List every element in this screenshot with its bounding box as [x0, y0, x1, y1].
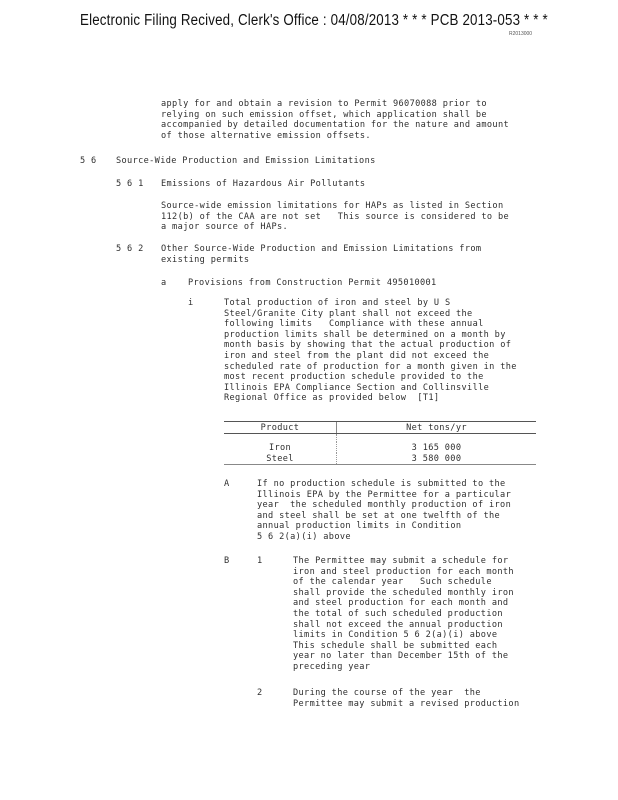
- text-line: following limits Compliance with these annual: [224, 319, 484, 330]
- item-label: i: [188, 298, 194, 308]
- item-label: 2: [257, 688, 263, 698]
- subsection-heading: [161, 244, 481, 265]
- text-line: Other Source-Wide Production and Emission Limitations from: [161, 244, 482, 254]
- table-row: [224, 453, 536, 465]
- filing-stamp-subcode: R2013000: [509, 31, 533, 37]
- item-label: a: [161, 278, 167, 288]
- text-line: of the calendar year Such schedule: [293, 577, 492, 588]
- filing-stamp-header: Electronic Filing Recived, Clerk's Office : 04/08/2013 * * * PCB 2013-053 * * *: [80, 12, 548, 29]
- item-label: B: [224, 556, 230, 566]
- hap-paragraph: [161, 201, 509, 233]
- text-line: Regional Office as provided below [T1]: [224, 393, 440, 404]
- text-line: Steel/Granite City plant shall not exceed the: [224, 308, 473, 319]
- cell-product: Steel: [224, 453, 337, 465]
- text-line: year no later than December 15th of the: [293, 651, 509, 662]
- text-line: month basis by showing that the actual production of: [224, 340, 512, 351]
- schedule-submission-paragraph: [293, 556, 514, 673]
- text-line: most recent production schedule provided to the: [224, 372, 484, 383]
- subsection-heading: Emissions of Hazardous Air Pollutants: [161, 179, 366, 189]
- text-line: existing permits: [161, 254, 250, 265]
- intro-paragraph: [161, 99, 509, 141]
- text-line: Total production of iron and steel by U S: [224, 298, 451, 308]
- text-line: and steel production for each month and: [293, 598, 509, 609]
- text-line: accompanied by detailed documentation for the nature and amount: [161, 120, 510, 131]
- item-label: 1: [257, 556, 263, 566]
- text-line: Illinois EPA Compliance Section and Collinsville: [224, 382, 490, 393]
- subsection-number: 5 6 2: [116, 244, 144, 254]
- text-line: shall provide the scheduled monthly iron: [293, 587, 514, 598]
- subsection-number: 5 6 1: [116, 179, 144, 189]
- text-line: the total of such scheduled production: [293, 608, 503, 619]
- cell-net-tons: 3 165 000: [337, 442, 537, 453]
- text-line: iron and steel production for each month: [293, 566, 514, 577]
- cell-product: Iron: [268, 442, 292, 453]
- text-line: 112(b) of the CAA are not set This source is considered to be: [161, 211, 510, 222]
- item-label: A: [224, 479, 230, 489]
- text-line: iron and steel from the plant did not exceed the: [224, 350, 490, 361]
- default-schedule-paragraph: [257, 479, 511, 543]
- text-line: Source-wide emission limitations for HAPs as listed in Section: [161, 201, 504, 211]
- text-line: year the scheduled monthly production of iron: [257, 500, 512, 511]
- text-line: Illinois EPA by the Permittee for a particular: [257, 489, 512, 500]
- text-line: If no production schedule is submitted to the: [257, 479, 506, 489]
- column-header-net-tons: Net tons/yr: [337, 422, 537, 434]
- text-line: shall not exceed the annual production: [293, 619, 503, 630]
- item-heading: Provisions from Construction Permit 495010001: [188, 278, 437, 288]
- section-number: 5 6: [80, 156, 97, 166]
- table-row: [224, 442, 536, 453]
- text-line: Permittee may submit a revised production: [293, 698, 520, 709]
- text-line: preceding year: [293, 661, 371, 672]
- text-line: annual production limits in Condition: [257, 521, 462, 532]
- text-line: of those alternative emission offsets.: [161, 130, 371, 141]
- column-header-product: Product: [224, 422, 337, 434]
- section-heading: Source-Wide Production and Emission Limitations: [116, 156, 376, 166]
- text-line: a major source of HAPs.: [161, 222, 289, 233]
- text-line: limits in Condition 5 6 2(a)(i) above: [293, 630, 498, 641]
- text-line: relying on such emission offset, which application shall be: [161, 109, 487, 120]
- text-line: apply for and obtain a revision to Permit 96070088 prior to: [161, 99, 487, 109]
- production-limits-table: [224, 421, 536, 465]
- text-line: scheduled rate of production for a month given in the: [224, 361, 517, 372]
- text-line: production limits shall be determined on a month by: [224, 329, 506, 340]
- text-line: The Permittee may submit a schedule for: [293, 556, 509, 566]
- table-header-row: [224, 422, 536, 434]
- text-line: During the course of the year the: [293, 688, 481, 698]
- revised-schedule-paragraph: [293, 688, 519, 709]
- production-limit-paragraph: [224, 298, 517, 404]
- text-line: This schedule shall be submitted each: [293, 640, 498, 651]
- cell-net-tons: 3 580 000: [337, 453, 537, 465]
- text-line: 5 6 2(a)(i) above: [257, 531, 351, 542]
- text-line: and steel shall be set at one twelfth of the: [257, 510, 501, 521]
